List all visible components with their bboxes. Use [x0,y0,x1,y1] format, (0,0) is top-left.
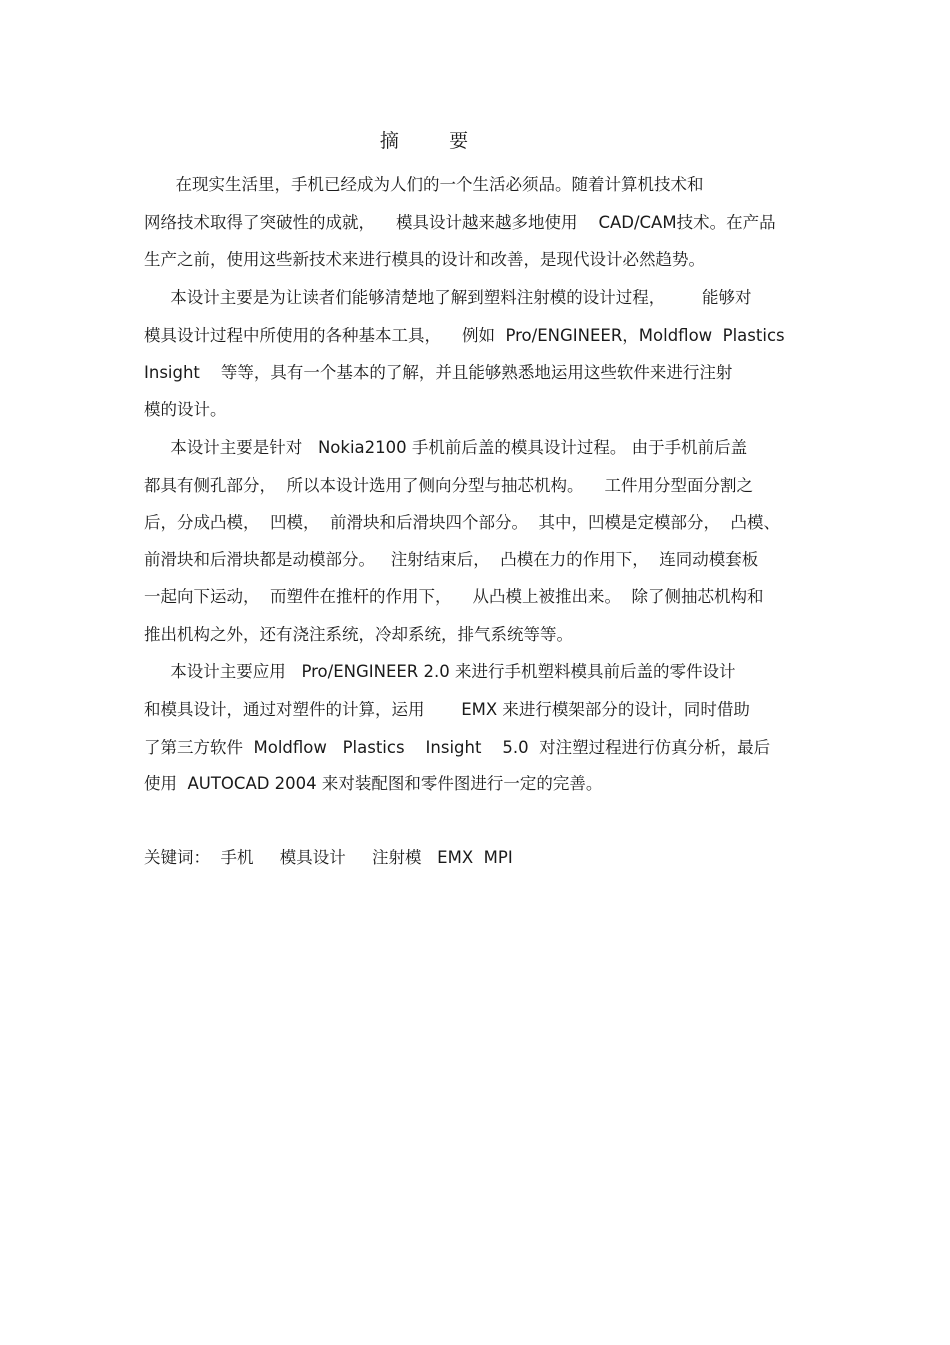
abstract-line-3: 生产之前，使用这些新技术来进行模具的设计和改善，是现代设计必然趋势。 [144,250,705,269]
abstract-line-6: Insight 等等，具有一个基本的了解，并且能够熟悉地运用这些软件来进行注射 [144,363,733,382]
page-title: 摘 要 [379,130,471,152]
abstract-line-12: 一起向下运动， 而塑件在推杆的作用下， 从凸模上被推出来。 除了侧抽芯机构和 [144,587,764,606]
keywords-line: 关键词： 手机 模具设计 注射模 EMX MPI [144,848,513,867]
abstract-line-1: 在现实生活里，手机已经成为人们的一个生活必须品。随着计算机技术和 [144,175,704,194]
abstract-line-7: 模的设计。 [144,400,227,419]
abstract-line-17: 使用 AUTOCAD 2004 来对装配图和零件图进行一定的完善。 [144,774,603,793]
abstract-line-5: 模具设计过程中所使用的各种基本工具， 例如 Pro/ENGINEER，Moldflow Plastics [144,326,785,345]
abstract-line-15: 和模具设计，通过对塑件的计算，运用 EMX 来进行模架部分的设计，同时借助 [144,700,750,719]
abstract-line-13: 推出机构之外，还有浇注系统，冷却系统，排气系统等等。 [144,625,573,644]
abstract-line-16: 了第三方软件 Moldflow Plastics Insight 5.0 对注塑过程进行仿真分析，最后 [144,738,771,757]
abstract-line-9: 都具有侧孔部分， 所以本设计选用了侧向分型与抽芯机构。 工件用分型面分割之 [144,476,753,495]
abstract-line-2: 网络技术取得了突破性的成就， 模具设计越来越多地使用 CAD/CAM技术。在产品 [144,213,776,232]
abstract-line-11: 前滑块和后滑块都是动模部分。 注射结束后， 凸模在力的作用下， 连同动模套板 [144,550,759,569]
abstract-line-4: 本设计主要是为让读者们能够清楚地了解到塑料注射模的设计过程， 能够对 [144,288,752,307]
abstract-line-14: 本设计主要应用 Pro/ENGINEER 2.0 来进行手机塑料模具前后盖的零件设计 [144,662,736,681]
abstract-line-8: 本设计主要是针对 Nokia2100 手机前后盖的模具设计过程。 由于手机前后盖 [144,438,748,457]
abstract-line-10: 后，分成凸模， 凹模， 前滑块和后滑块四个部分。 其中，凹模是定模部分， 凸模、 [144,513,780,532]
